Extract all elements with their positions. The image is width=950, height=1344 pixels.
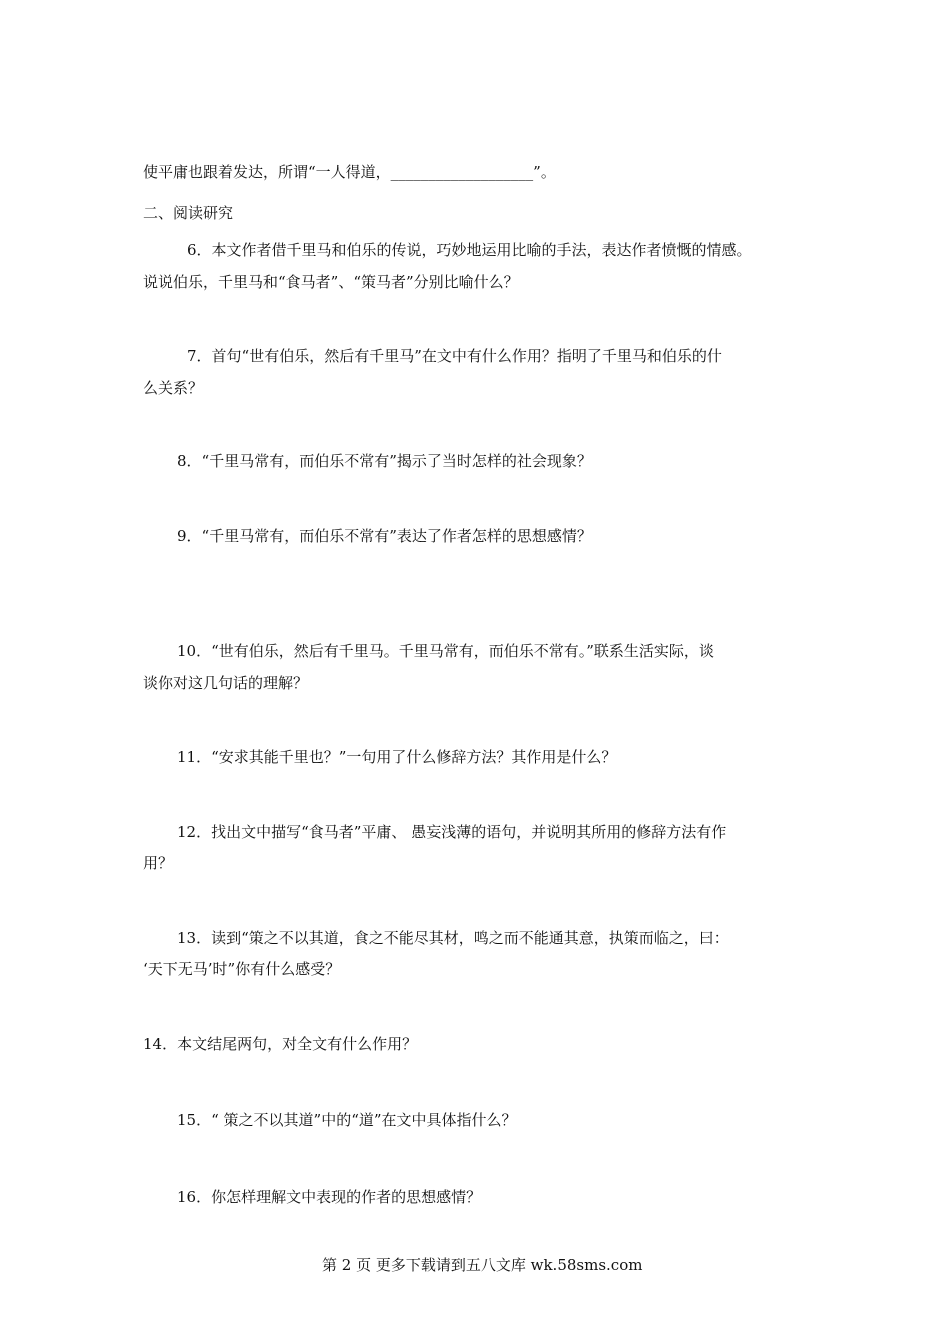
question-7-line-2: 么关系？ <box>143 379 204 397</box>
question-14: 14．本文结尾两句，对全文有什么作用？ <box>143 1035 418 1053</box>
fill-in-line: 使平庸也跟着发达，所谓“一人得道，___________________”。 <box>143 163 556 181</box>
page-footer: 第 2 页 更多下载请到五八文库 wk.58sms.com <box>322 1256 643 1274</box>
question-10-line-1: 10．“世有伯乐，然后有千里马。千里马常有，而伯乐不常有。”联系生活实际，谈 <box>177 642 714 660</box>
question-15: 15．“ 策之不以其道”中的“道”在文中具体指什么？ <box>177 1111 517 1129</box>
question-11: 11．“安求其能千里也？”一句用了什么修辞方法？其作用是什么？ <box>177 748 617 766</box>
question-13-line-1: 13．读到“策之不以其道，食之不能尽其材，鸣之而不能通其意，执策而临之，曰： <box>177 929 729 947</box>
question-12-line-1: 12．找出文中描写“食马者”平庸、 愚妄浅薄的语句，并说明其所用的修辞方法有作 <box>177 823 727 841</box>
question-6-line-2: 说说伯乐，千里马和“食马者”、“策马者”分别比喻什么？ <box>143 273 519 291</box>
question-8: 8．“千里马常有，而伯乐不常有”揭示了当时怎样的社会现象？ <box>177 452 592 470</box>
question-12-line-2: 用？ <box>143 854 174 872</box>
question-13-line-2: ‘天下无马’时”你有什么感受？ <box>143 960 341 978</box>
question-16: 16．你怎样理解文中表现的作者的思想感情？ <box>177 1188 482 1206</box>
question-10-line-2: 谈你对这几句话的理解？ <box>143 674 309 692</box>
question-7-line-1: 7．首句“世有伯乐，然后有千里马”在文中有什么作用？指明了千里马和伯乐的什 <box>187 347 722 365</box>
question-9: 9．“千里马常有，而伯乐不常有”表达了作者怎样的思想感情？ <box>177 527 592 545</box>
question-6-line-1: 6．本文作者借千里马和伯乐的传说，巧妙地运用比喻的手法，表达作者愤慨的情感。 <box>187 241 752 259</box>
section-heading: 二、阅读研究 <box>143 204 234 222</box>
